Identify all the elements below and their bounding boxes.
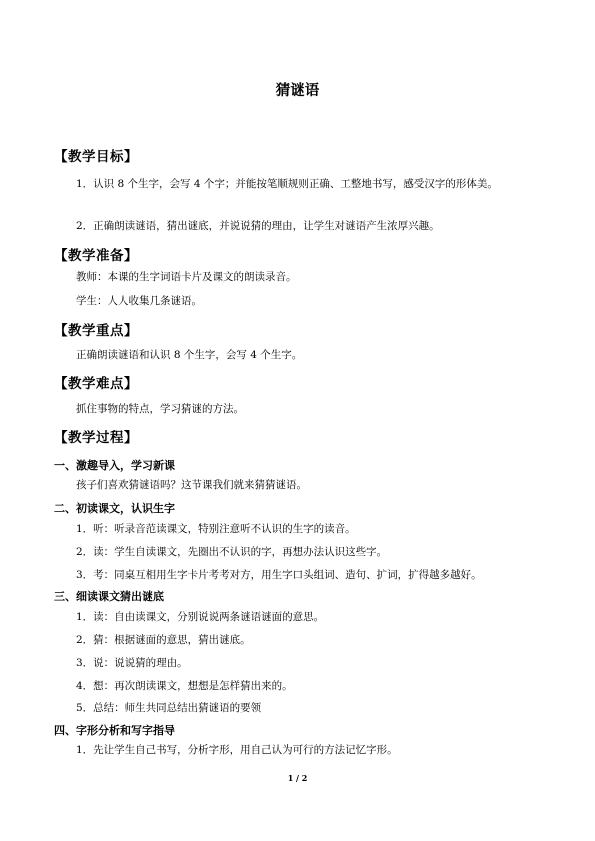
difficult-text: 抓住事物的特点，学习猜谜的方法。 [76, 403, 244, 415]
process-step-3-item-4: 4．想：再次朗读课文，想想是怎样猜出来的。 [76, 680, 293, 692]
process-step-3-item-1: 1．读：自由读课文，分别说说两条谜语谜面的意思。 [76, 611, 325, 623]
goals-item-2: 2．正确朗读谜语，猜出谜底，并说说猜的理由，让学生对谜语产生浓厚兴趣。 [76, 220, 440, 232]
page-title: 猜谜语 [275, 83, 320, 99]
process-step-4-item-1: 1．先让学生自己书写，分析字形，用自己认为可行的方法记忆字形。 [76, 744, 398, 756]
goals-item-1: 1．认识 8 个生字，会写 4 个字；并能按笔顺规则正确、工整地书写，感受汉字的形体美。 [76, 178, 498, 190]
process-step-3-heading: 三、细读课文猜出谜底 [54, 590, 164, 603]
prep-students: 学生：人人收集几条谜语。 [76, 295, 202, 307]
page-number: 1 / 2 [287, 773, 308, 783]
key-text: 正确朗读谜语和认识 8 个生字，会写 4 个生字。 [76, 349, 303, 361]
process-step-2-heading: 二、初读课文，认识生字 [54, 502, 175, 515]
heading-key: 【教学重点】 [54, 323, 138, 339]
process-step-2-item-3: 3．考：同桌互相用生字卡片考考对方，用生字口头组词、造句、扩词，扩得越多越好。 [76, 569, 482, 581]
heading-process: 【教学过程】 [54, 430, 138, 446]
heading-difficult: 【教学难点】 [54, 376, 138, 392]
heading-prep: 【教学准备】 [54, 248, 138, 264]
process-step-2-item-1: 1．听：听录音范读课文，特别注意听不认识的生字的读音。 [76, 523, 356, 535]
process-step-3-item-2: 2．猜：根据谜面的意思，猜出谜底。 [76, 634, 251, 646]
prep-teacher: 教师：本课的生字词语卡片及课文的朗读录音。 [76, 271, 297, 283]
process-step-2-item-2: 2．读：学生自读课文，先圈出不认识的字，再想办法认识这些字。 [76, 546, 388, 558]
process-step-4-heading: 四、字形分析和写字指导 [54, 724, 175, 737]
process-step-1-heading: 一、激趣导入，学习新课 [54, 459, 175, 472]
process-step-3-item-5: 5．总结：师生共同总结出猜谜语的要领 [76, 702, 262, 714]
process-step-3-item-3: 3．说：说说猜的理由。 [76, 657, 188, 669]
process-step-1-text: 孩子们喜欢猜谜语吗？这节课我们就来猜猜谜语。 [76, 479, 307, 491]
heading-goals: 【教学目标】 [54, 149, 138, 165]
